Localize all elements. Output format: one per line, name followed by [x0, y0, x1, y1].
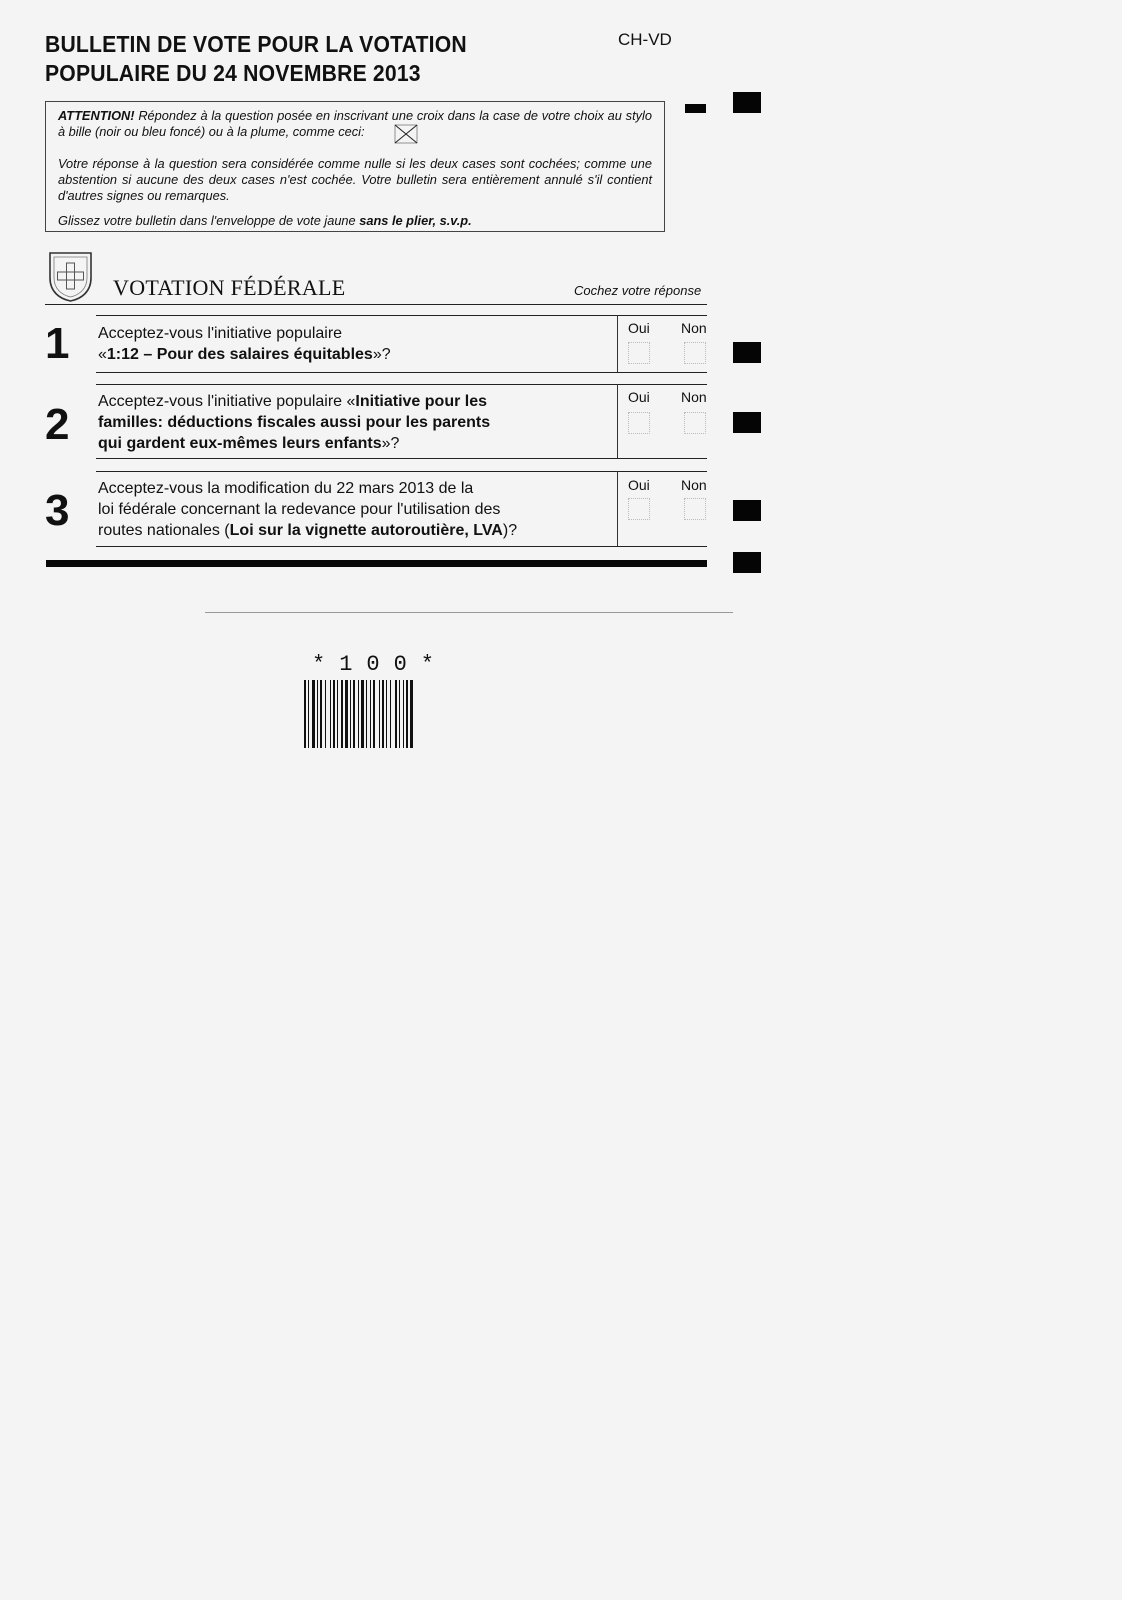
question-3-line2: loi fédérale concernant la redevance pour l'utilisation des [98, 501, 501, 518]
question-2-top-rule [96, 384, 707, 385]
barcode-bar [304, 680, 306, 748]
question-2-yes-checkbox[interactable] [628, 412, 650, 434]
question-3-text [98, 478, 618, 541]
barcode-bar [373, 680, 375, 748]
barcode-bar [325, 680, 326, 748]
barcode-bar [341, 680, 343, 748]
barcode-bar [317, 680, 318, 748]
barcode-bar [382, 680, 384, 748]
barcode-bar [370, 680, 371, 748]
barcode-bar [399, 680, 400, 748]
swiss-cross-shield-icon [47, 250, 94, 303]
question-2-number: 2 [45, 400, 70, 449]
barcode-bar [337, 680, 338, 748]
question-1-yes-label: Oui [628, 320, 650, 336]
instructions-box [45, 101, 665, 232]
barcode-bar [390, 680, 391, 748]
question-3-number: 3 [45, 486, 70, 535]
barcode-bar [379, 680, 380, 748]
barcode-bar [333, 680, 335, 748]
question-2-line2: familles: déductions fiscales aussi pour les parents [98, 414, 491, 431]
instructions-p2: Votre réponse à la question sera considérée comme nulle si les deux cases sont cochées; comme une abstention si aucune des deux cases n'est cochée. Votre bulletin sera entièrement annulé s'il contient d'autres signes ou remarques. [58, 156, 652, 203]
registration-mark [733, 412, 761, 433]
barcode-bar [320, 680, 322, 748]
question-3-line3: routes nationales (Loi sur la vignette autoroutière, LVA)? [98, 522, 518, 539]
barcode-bar [308, 680, 309, 748]
registration-mark-small [685, 104, 706, 113]
section-divider [45, 304, 707, 305]
barcode-bar [366, 680, 367, 748]
question-3-answer-divider [617, 471, 618, 546]
barcode-bar [350, 680, 351, 748]
answer-instruction: Cochez votre réponse [574, 283, 702, 298]
question-2-line1: Acceptez-vous l'initiative populaire «Initiative pour les [98, 393, 488, 410]
question-1-text [98, 323, 618, 365]
question-3-line1: Acceptez-vous la modification du 22 mars 2013 de la [98, 480, 474, 497]
barcode-bar [330, 680, 331, 748]
cut-line [205, 612, 733, 613]
question-3-no-checkbox[interactable] [684, 498, 706, 520]
barcode-bar [345, 680, 348, 748]
barcode-bar [410, 680, 413, 748]
barcode-bar [406, 680, 408, 748]
question-2-text [98, 391, 618, 454]
ballot-title [45, 30, 523, 88]
question-2-answer-divider [617, 384, 618, 458]
question-2-line3: qui gardent eux-mêmes leurs enfants»? [98, 435, 400, 452]
barcode-bar [386, 680, 387, 748]
instructions-text-3: Glissez votre bulletin dans l'enveloppe de vote jaune [58, 213, 360, 228]
barcode-bar [358, 680, 359, 748]
question-1-yes-checkbox[interactable] [628, 342, 650, 364]
ballot-bottom-bar [46, 560, 707, 567]
question-1-number: 1 [45, 319, 70, 368]
question-1-no-checkbox[interactable] [684, 342, 706, 364]
question-2-bottom-rule [96, 458, 707, 459]
attention-label: ATTENTION! [58, 108, 135, 123]
registration-mark [733, 500, 761, 521]
question-2-yes-label: Oui [628, 389, 650, 405]
question-2-no-checkbox[interactable] [684, 412, 706, 434]
instructions-p3 [58, 213, 652, 229]
question-2-no-label: Non [681, 389, 707, 405]
barcode-label: *100* [312, 652, 449, 677]
question-1-top-rule [96, 315, 707, 316]
barcode [304, 680, 452, 748]
section-title: VOTATION FÉDÉRALE [113, 275, 346, 300]
question-3-top-rule [96, 471, 707, 472]
question-1-line1: Acceptez-vous l'initiative populaire [98, 325, 343, 342]
canton-code: CH-VD [618, 30, 672, 49]
question-3-yes-label: Oui [628, 477, 650, 493]
barcode-bar [361, 680, 364, 748]
barcode-bar [312, 680, 315, 748]
registration-mark [733, 552, 761, 573]
question-1-line2: «1:12 – Pour des salaires équitables»? [98, 346, 391, 363]
registration-mark [733, 342, 761, 363]
question-3-bottom-rule [96, 546, 707, 547]
question-1-answer-divider [617, 315, 618, 372]
ballot-title-line2: POPULAIRE DU 24 NOVEMBRE 2013 [45, 60, 421, 86]
registration-mark [733, 92, 761, 113]
instructions-p1 [58, 108, 652, 144]
ballot-title-line1: BULLETIN DE VOTE POUR LA VOTATION [45, 31, 467, 57]
question-3-no-label: Non [681, 477, 707, 493]
question-3-yes-checkbox[interactable] [628, 498, 650, 520]
question-1-bottom-rule [96, 372, 707, 373]
barcode-bar [403, 680, 404, 748]
instructions-text-1: Répondez à la question posée en inscrivant une croix dans la case de votre choix au stylo à bille (noir ou bleu foncé) ou à la plume, comme ceci: [58, 108, 652, 139]
question-1-no-label: Non [681, 320, 707, 336]
barcode-bar [395, 680, 397, 748]
instructions-bold-3: sans le plier, s.v.p. [359, 213, 472, 228]
barcode-bar [353, 680, 355, 748]
example-cross-icon [394, 124, 418, 144]
